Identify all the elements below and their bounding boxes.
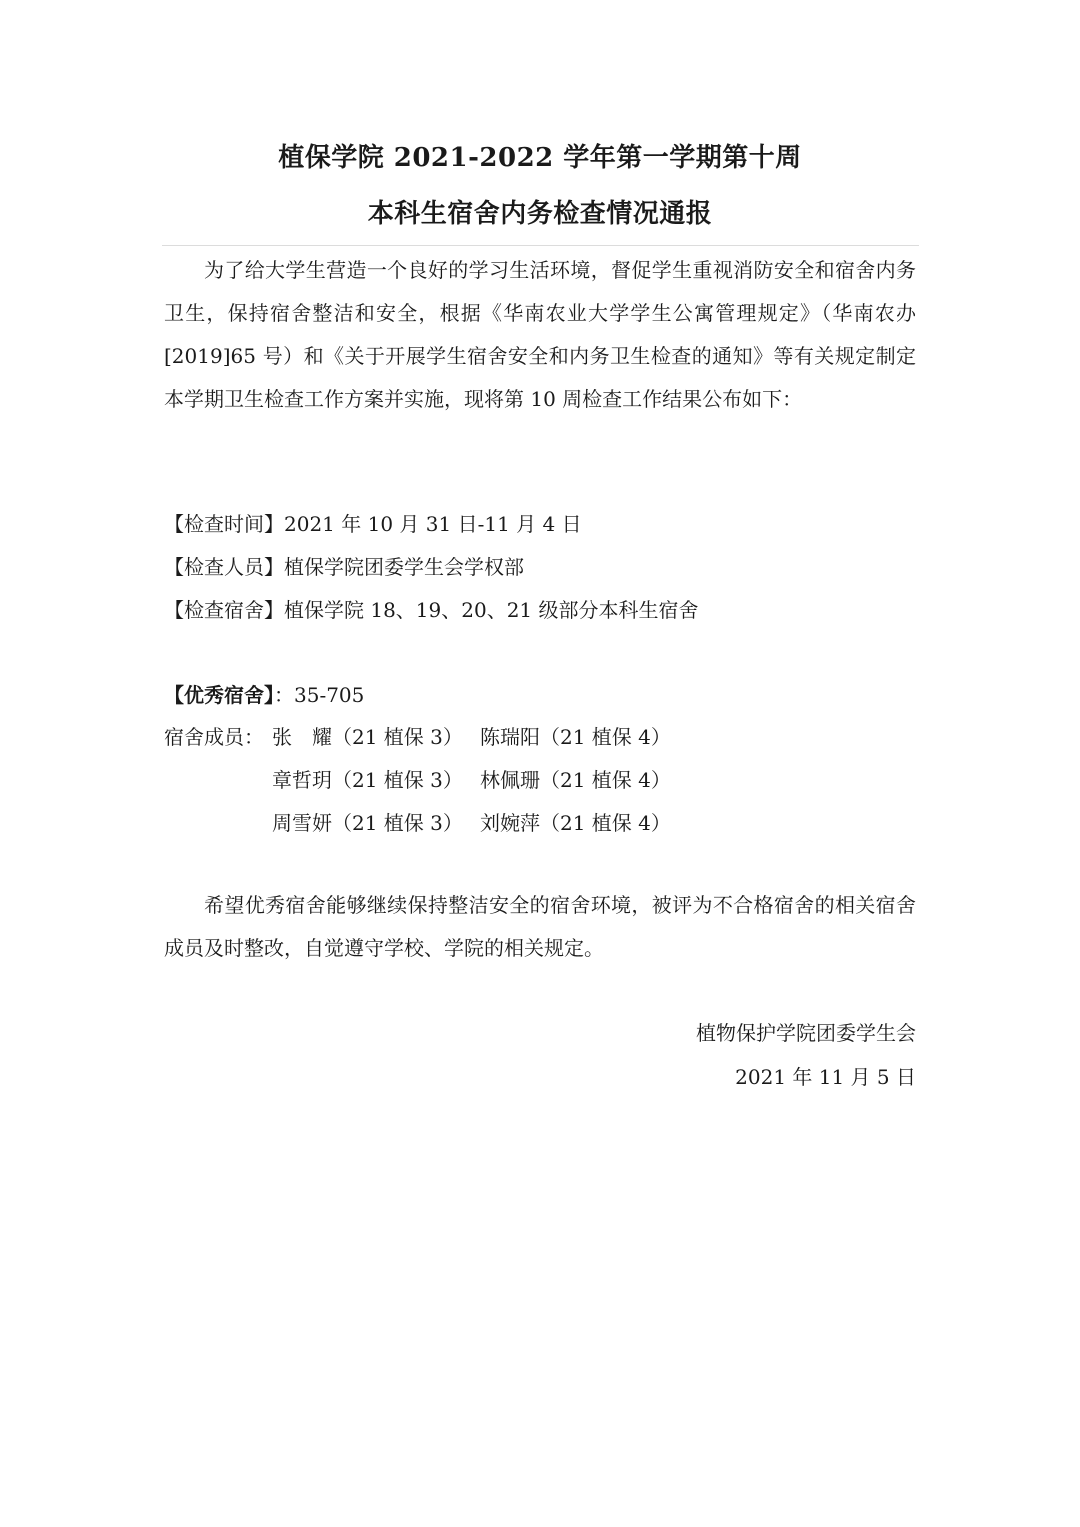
member-entry: 章哲玥（21 植保 3） xyxy=(272,768,463,792)
intro-paragraph: 为了给大学生营造一个良好的学习生活环境，督促学生重视消防安全和宿舍内务卫生，保持宿舍整洁和安全，根据《华南农业大学学生公寓管理规定》（华南农办[2019]65 号）和《关于开展学生宿舍安全和内务卫生检查的通知》等有关规定制定本学期卫生检查工作方案并实施，现将第 10 周检查工作结果公布如下： xyxy=(164,258,916,411)
inspection-time-value: 2021 年 10 月 31 日-11 月 4 日 xyxy=(284,512,582,536)
members-label: 宿舍成员： xyxy=(164,725,264,749)
member-entry: 陈瑞阳（21 植保 4） xyxy=(480,725,671,749)
member-entry: 林佩珊（21 植保 4） xyxy=(480,768,671,792)
inspection-dorms-value: 植保学院 18、19、20、21 级部分本科生宿舍 xyxy=(284,598,699,622)
inspection-time-label: 【检查时间】 xyxy=(164,512,284,536)
document-title-line-1: 植保学院 2021-2022 学年第一学期第十周 xyxy=(278,143,802,173)
signature-date: 2021 年 11 月 5 日 xyxy=(735,1065,916,1089)
title-divider xyxy=(162,245,919,246)
inspection-staff-value: 植保学院团委学生会学权部 xyxy=(284,555,524,579)
excellent-dorm-line xyxy=(164,680,364,710)
signature-organization: 植物保护学院团委学生会 xyxy=(696,1021,916,1045)
inspection-dorms-line xyxy=(164,595,699,625)
excellent-dorm-label: 【优秀宿舍】 xyxy=(164,683,274,707)
member-entry: 周雪妍（21 植保 3） xyxy=(272,811,463,835)
member-entry: 张 耀（21 植保 3） xyxy=(272,725,463,749)
inspection-dorms-label: 【检查宿舍】 xyxy=(164,598,284,622)
excellent-dorm-value: ：35-705 xyxy=(274,683,365,707)
inspection-time-line xyxy=(164,509,582,539)
member-entry: 刘婉萍（21 植保 4） xyxy=(480,811,671,835)
document-title-line-2: 本科生宿舍内务检查情况通报 xyxy=(367,199,713,229)
closing-paragraph: 希望优秀宿舍能够继续保持整洁安全的宿舍环境，被评为不合格宿舍的相关宿舍成员及时整改，自觉遵守学校、学院的相关规定。 xyxy=(164,893,916,960)
inspection-staff-line xyxy=(164,552,524,582)
inspection-staff-label: 【检查人员】 xyxy=(164,555,284,579)
